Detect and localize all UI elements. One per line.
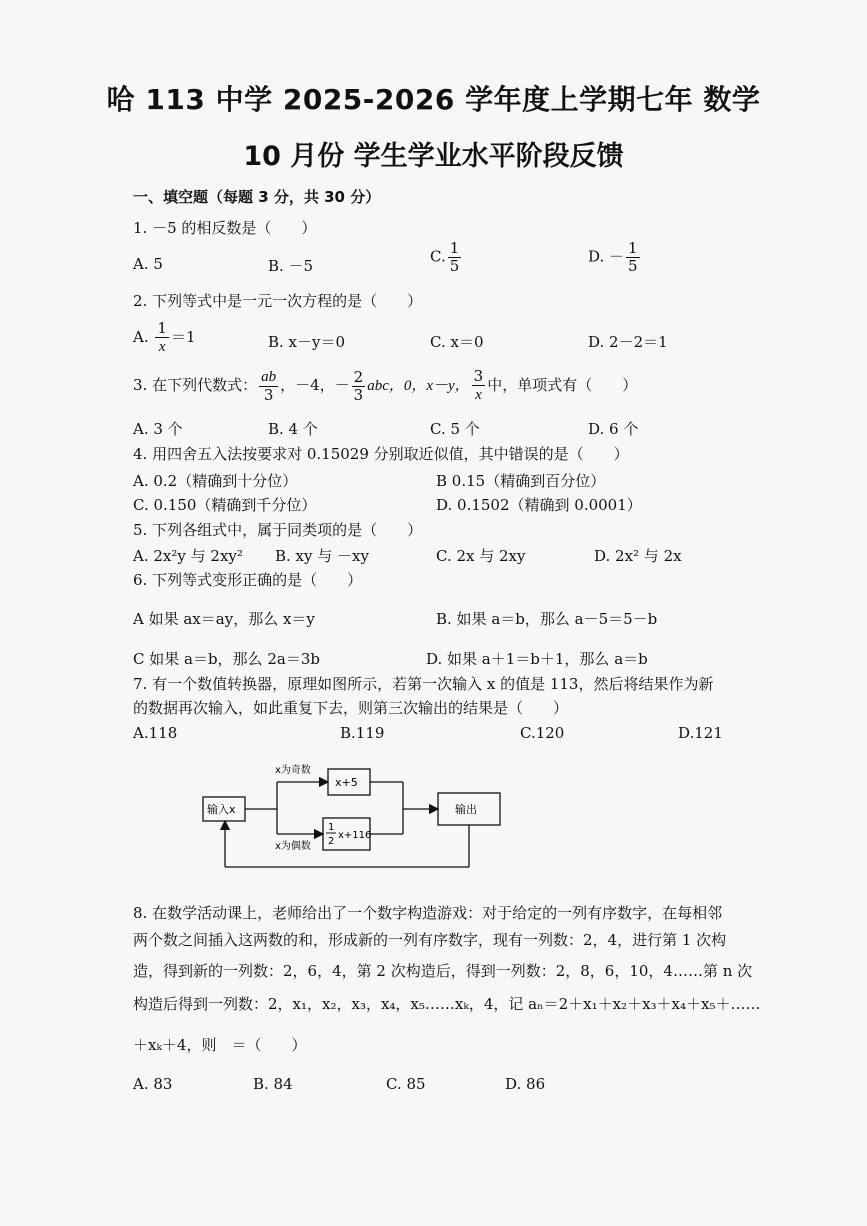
q4-option-b: B 0.15（精确到百分位） — [436, 472, 606, 490]
q8-line2: 两个数之间插入这两数的和，形成新的一列有序数字，现有一列数：2，4，进行第 1 次构 — [133, 931, 727, 949]
q7-option-c: C.120 — [520, 724, 565, 742]
q8-option-b: B. 84 — [253, 1075, 293, 1093]
even-condition-label: x为偶数 — [275, 841, 311, 852]
q3-option-b: B. 4 个 — [268, 420, 318, 438]
q3-option-d: D. 6 个 — [588, 420, 639, 438]
exam-title: 哈 113 中学 2025-2026 学年度上学期七年 数学 — [106, 83, 761, 116]
q5-option-c: C. 2x 与 2xy — [436, 547, 526, 565]
even-box-rest: x+116 — [338, 830, 372, 841]
q8-line3: 造，得到新的一列数：2，6，4，第 2 次构造后，得到一列数：2，8，6，10，4……第 n 次 — [133, 962, 753, 980]
output-label: 输出 — [455, 803, 477, 816]
q7-option-b: B.119 — [340, 724, 385, 742]
q1-stem: 1. －5 的相反数是（ ） — [133, 219, 317, 237]
q7-option-d: D.121 — [678, 724, 723, 742]
q4-option-d: D. 0.1502（精确到 0.0001） — [436, 496, 642, 514]
q4-option-c: C. 0.150（精确到千分位） — [133, 496, 317, 514]
q5-option-d: D. 2x² 与 2x — [594, 547, 682, 565]
q6-option-c: C 如果 a＝b，那么 2a＝3b — [133, 650, 320, 668]
q2-option-b: B. x－y＝0 — [268, 333, 346, 351]
q1-option-a: A. 5 — [133, 255, 163, 273]
section-heading: 一、填空题（每题 3 分，共 30 分） — [133, 188, 381, 206]
q8-option-d: D. 86 — [505, 1075, 546, 1093]
q2-option-c: C. x＝0 — [430, 333, 484, 351]
q4-option-a: A. 0.2（精确到十分位） — [133, 472, 298, 490]
q5-option-a: A. 2x²y 与 2xy² — [133, 547, 243, 565]
q7-stem-line1: 7. 有一个数值转换器，原理如图所示，若第一次输入 x 的值是 113，然后将结果作为新 — [133, 675, 714, 693]
q5-option-b: B. xy 与 －xy — [275, 547, 369, 565]
q3-option-c: C. 5 个 — [430, 420, 480, 438]
q5-stem: 5. 下列各组式中，属于同类项的是（ ） — [133, 521, 423, 539]
q3-stem: 3. 在下列代数式： $\frac{ab}{3}$ ，－4，－ $\frac{2}{3}$ abc，0，x－y， $\frac{3}{x}$ 中，单项式有（ ） — [133, 367, 638, 404]
q8-option-c: C. 85 — [386, 1075, 426, 1093]
number-converter-diagram — [195, 755, 525, 880]
q2-option-d: D. 2－2＝1 — [588, 333, 668, 351]
odd-condition-label: x为奇数 — [275, 765, 311, 776]
q4-stem: 4. 用四舍五入法按要求对 0.15029 分别取近似值，其中错误的是（ ） — [133, 445, 629, 463]
input-label: 输入x — [207, 803, 236, 816]
q2-option-a: A. $\frac{1}{x}$ ＝1 — [133, 319, 196, 355]
q6-option-b: B. 如果 a＝b，那么 a－5＝5－b — [436, 610, 658, 628]
q2-stem: 2. 下列等式中是一元一次方程的是（ ） — [133, 292, 423, 310]
odd-box-label: x+5 — [335, 776, 358, 789]
q8-line5: ＋xₖ＋4，则 ＝（ ） — [133, 1036, 307, 1054]
q7-stem-line2: 的数据再次输入，如此重复下去，则第三次输出的结果是（ ） — [133, 699, 569, 717]
q6-option-a: A 如果 ax＝ay，那么 x＝y — [133, 610, 315, 628]
q6-stem: 6. 下列等式变形正确的是（ ） — [133, 571, 363, 589]
q8-line1: 8. 在数学活动课上，老师给出了一个数字构造游戏：对于给定的一列有序数字，在每相邻 — [133, 904, 723, 922]
even-box-num: 1 — [328, 822, 335, 833]
q3-option-a: A. 3 个 — [133, 420, 183, 438]
q6-option-d: D. 如果 a＋1＝b＋1，那么 a＝b — [426, 650, 648, 668]
q8-option-a: A. 83 — [133, 1075, 173, 1093]
q1-option-d: D. － $\frac{1}{5}$ — [588, 239, 638, 275]
q8-line4: 构造后得到一列数：2，x₁，x₂，x₃，x₄，x₅……xₖ，4，记 aₙ＝2＋x₁＋x₂＋x₃＋x₄＋x₅＋…… — [133, 995, 761, 1013]
even-box-den: 2 — [328, 836, 335, 847]
q1-option-b: B. －5 — [268, 257, 314, 275]
q1-option-c: C. $\frac{1}{5}$ — [430, 239, 460, 275]
exam-subtitle: 10 月份 学生学业水平阶段反馈 — [243, 141, 624, 172]
q7-option-a: A.118 — [133, 724, 178, 742]
